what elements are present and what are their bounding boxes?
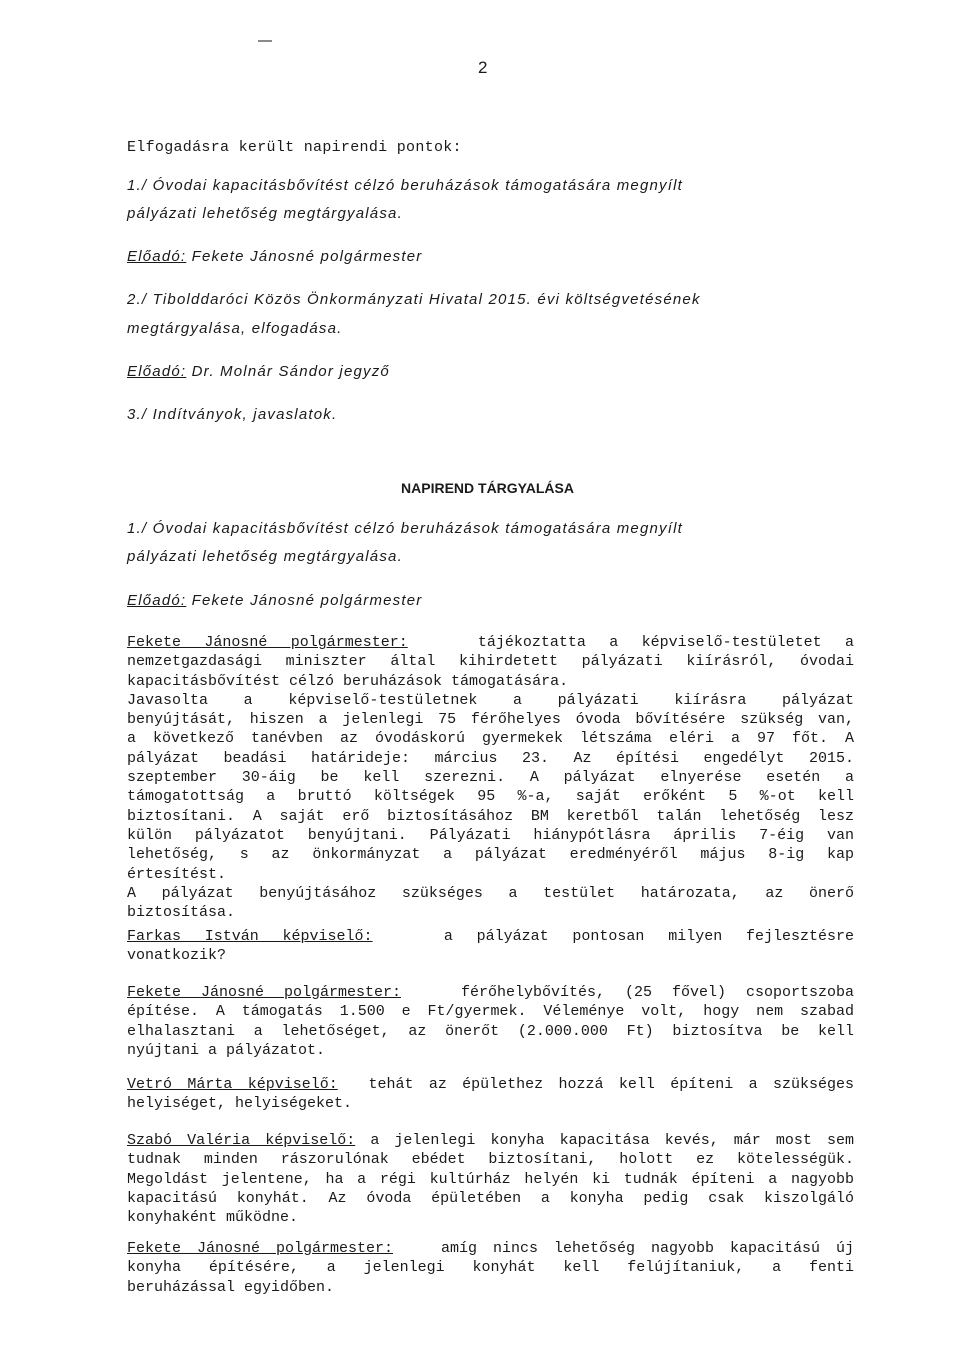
paragraph-line: Fekete Jánosné polgármester: amíg nincs lehetőség nagyobb kapacitású új <box>127 1240 854 1257</box>
presenter-label: Előadó: <box>127 592 187 609</box>
paragraph-line: biztosítani. A saját erő biztosításához BM keretből talán lehetőség lesz <box>127 807 854 825</box>
speaker-name: Vetró Márta képviselő: <box>127 1076 338 1093</box>
paragraph-line: Fekete Jánosné polgármester: férőhelybővítés, (25 fővel) csoportszoba <box>127 984 854 1001</box>
paragraph-line: a következő tanévben az óvodáskorú gyermekek létszáma eléri a 97 főt. A <box>127 730 854 748</box>
paragraph-line: értesítést. <box>127 865 227 883</box>
paragraph-line: konyhaként működne. <box>127 1209 299 1227</box>
speaker-name: Fekete Jánosné polgármester: <box>127 634 408 651</box>
agenda-intro: Elfogadásra került napirendi pontok: <box>127 139 462 156</box>
topic-line-2: pályázati lehetőség megtárgyalása. <box>127 548 403 565</box>
paragraph-line: beruházással egyidőben. <box>127 1278 335 1296</box>
paragraph-line: vonatkozik? <box>127 947 227 965</box>
paragraph-line: szeptember 30-áig be kell szerezni. A pályázat elnyerése esetén a <box>127 769 854 787</box>
presenter-name: Dr. Molnár Sándor jegyző <box>186 363 390 380</box>
paragraph-line: támogatottság a bruttó költségek 95 %-a, saját erőként 5 %-ot kell <box>127 788 854 806</box>
agenda-item-2-line-2: megtárgyalása, elfogadása. <box>127 320 343 337</box>
paragraph-line: lehetőség, s az önkormányzat a pályázat eredményéről május 8-ig kap <box>127 846 854 864</box>
paragraph-line: nemzetgazdasági miniszter által kihirdetett pályázati kiírásról, óvodai <box>127 653 854 671</box>
paragraph-line: A pályázat benyújtásához szükséges a testület határozata, az önerő <box>127 884 854 902</box>
agenda-item-1-line-2: pályázati lehetőség megtárgyalása. <box>127 205 403 222</box>
paragraph-line: kapacitású konyhát. Az óvoda épületében a konyha pedig csak kiszolgáló <box>127 1189 854 1207</box>
agenda-item-2-line-1: 2./ Tibolddaróci Közös Önkormányzati Hivatal 2015. évi költségvetésének <box>127 291 701 308</box>
paragraph-line: tudnak minden rászorulónak ebédet biztosítani, holott ez kötelességük. <box>127 1151 854 1169</box>
agenda-item-3: 3./ Indítványok, javaslatok. <box>127 406 338 423</box>
topic-line-1: 1./ Óvodai kapacitásbővítést célzó beruházások támogatására megnyílt <box>127 520 684 537</box>
presenter-name: Fekete Jánosné polgármester <box>186 248 423 265</box>
paragraph-line: Megoldást jelentene, ha a régi kultúrház helyén ki tudnák építeni a nagyobb <box>127 1170 854 1188</box>
paragraph-farkas-question <box>127 927 854 966</box>
paragraph-line: konyha építésére, a jelenlegi konyhát kell felújítaniuk, a fenti <box>127 1259 854 1277</box>
presenter-label: Előadó: <box>127 248 187 265</box>
speaker-name: Szabó Valéria képviselő: <box>127 1132 356 1149</box>
agenda-item-2-presenter <box>127 363 390 380</box>
paragraph-line: helyiséget, helyiségeket. <box>127 1095 353 1113</box>
paragraph-line: külön pályázatot benyújtani. Pályázati hiánypótlásra április 7-éig van <box>127 826 854 844</box>
paragraph-line: Vetró Márta képviselő: tehát az épülethez hozzá kell építeni a szükséges <box>127 1076 854 1093</box>
paragraph-line: benyújtását, hiszen a jelenlegi 75 férőhelyes óvoda bővítésére szükség van, <box>127 711 854 729</box>
presenter-label: Előadó: <box>127 363 187 380</box>
speaker-name: Fekete Jánosné polgármester: <box>127 984 402 1001</box>
paragraph-mayor-conclusion <box>127 1239 854 1297</box>
scan-speck-top <box>258 40 272 42</box>
section-heading: NAPIREND TÁRGYALÁSA <box>401 480 574 496</box>
paragraph-mayor-report <box>127 633 854 922</box>
paragraph-line: pályázat beadási határideje: március 23. Az építési engedélyt 2015. <box>127 749 854 767</box>
paragraph-line: kapacitásbővítést célzó beruházások támogatására. <box>127 672 569 690</box>
paragraph-line: Fekete Jánosné polgármester: tájékoztatta a képviselő-testületet a <box>127 634 854 651</box>
topic-presenter <box>127 592 423 609</box>
paragraph-vetro-comment <box>127 1075 854 1114</box>
paragraph-line: biztosítása. <box>127 904 236 922</box>
paragraph-mayor-answer <box>127 983 854 1060</box>
presenter-name: Fekete Jánosné polgármester <box>186 592 423 609</box>
speaker-name: Farkas István képviselő: <box>127 928 373 945</box>
paragraph-line: nyújtani a pályázatot. <box>127 1041 326 1059</box>
paragraph-line: Javasolta a képviselő-testületnek a pályázati kiírásra pályázat <box>127 691 854 709</box>
paragraph-szabo-comment <box>127 1131 854 1227</box>
paragraph-line: építése. A támogatás 1.500 e Ft/gyermek. Véleménye volt, hogy nem szabad <box>127 1003 854 1021</box>
paragraph-line: Farkas István képviselő: a pályázat pontosan milyen fejlesztésre <box>127 928 854 945</box>
speaker-name: Fekete Jánosné polgármester: <box>127 1240 394 1257</box>
paragraph-line: elhalasztani a lehetőséget, az önerőt (2.000.000 Ft) biztosítva be kell <box>127 1022 854 1040</box>
page-number: 2 <box>478 58 488 77</box>
agenda-item-1-presenter <box>127 248 423 265</box>
agenda-item-1-line-1: 1./ Óvodai kapacitásbővítést célzó beruházások támogatására megnyílt <box>127 177 684 194</box>
paragraph-line: Szabó Valéria képviselő: a jelenlegi konyha kapacitása kevés, már most sem <box>127 1132 854 1149</box>
